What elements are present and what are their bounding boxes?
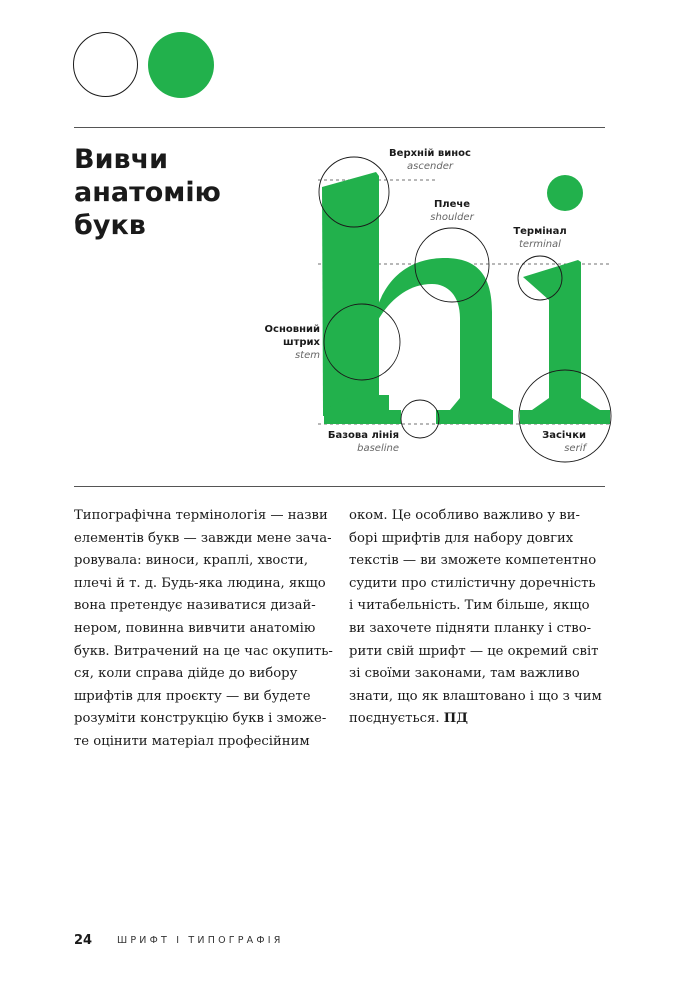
body-line: ровувала: виноси, краплі, хвости, — [74, 553, 309, 569]
baseline-label-uk: Базова лінія — [327, 430, 399, 441]
page-number: 24 — [74, 933, 93, 948]
running-title: ШРИФТ І ТИПОГРАФІЯ — [117, 935, 284, 946]
baseline-callout-circle — [401, 400, 439, 438]
body-line: знати, що як влаштовано і що з чим — [349, 688, 602, 704]
terminal-label-uk: Термінал — [513, 226, 567, 237]
body-line: текстів — ви зможете компетентно — [349, 553, 597, 569]
title-line-1: Вивчи — [74, 144, 169, 175]
body-last-line — [349, 708, 611, 731]
body-line: вона претендує називатися дизай- — [74, 598, 316, 614]
body-column-1 — [74, 505, 336, 754]
author-signature: ПД — [443, 711, 468, 727]
body-line: ви захочете підняти планку і ство- — [349, 620, 592, 636]
body-line: судити про стилістичну доречність — [349, 575, 596, 591]
body-column-2 — [349, 505, 611, 731]
body-line: оком. Це особливо важливо у ви- — [349, 508, 580, 523]
body-line: Типографічна термінологія — назви — [74, 508, 328, 523]
stem-label-uk-2: штрих — [282, 337, 320, 348]
ascender-label — [380, 147, 480, 173]
serif-label-en: serif — [564, 443, 586, 454]
body-line: рити свій шрифт — це окремий світ — [349, 643, 599, 659]
baseline-label — [299, 429, 399, 455]
title-line-3: букв — [74, 210, 146, 241]
shoulder-label-uk: Плече — [433, 199, 471, 210]
terminal-label-en: terminal — [519, 239, 561, 250]
body-line: розуміти конструкцію букв і зможе- — [74, 711, 327, 727]
body-last-text: поєднується. — [349, 711, 440, 727]
body-line: букв. Витрачений на це час окупить- — [74, 643, 333, 659]
ascender-label-en: ascender — [407, 161, 453, 172]
stem-label-uk-1: Основний — [264, 324, 320, 335]
serif-label-uk: Засічки — [542, 430, 586, 441]
baseline-label-en: baseline — [357, 443, 399, 454]
letter-i-glyph — [520, 175, 610, 424]
terminal-label — [490, 225, 590, 251]
body-line: зі своїми законами, там важливо — [349, 666, 580, 682]
body-line: те оцінити матеріал професійним — [74, 733, 310, 749]
body-line: ся, коли справа дійде до вибору — [74, 666, 298, 682]
body-line: елементів букв — завжди мене зача- — [74, 530, 332, 546]
shoulder-label-en: shoulder — [430, 212, 474, 223]
body-line: борі шрифтів для набору довгих — [349, 530, 574, 546]
ascender-label-uk: Верхній винос — [389, 148, 471, 159]
title-line-2: анатомію — [74, 177, 221, 208]
body-line: плечі й т. д. Будь-яка людина, якщо — [74, 575, 326, 591]
body-line: шрифтів для проєкту — ви будете — [74, 688, 311, 704]
shoulder-label — [402, 198, 502, 224]
serif-label — [486, 429, 586, 455]
body-line: і читабельність. Тим більше, якщо — [349, 598, 590, 614]
stem-label — [220, 323, 320, 362]
stem-label-en: stem — [294, 350, 320, 361]
body-line: нером, повинна вивчити анатомію — [74, 620, 316, 636]
